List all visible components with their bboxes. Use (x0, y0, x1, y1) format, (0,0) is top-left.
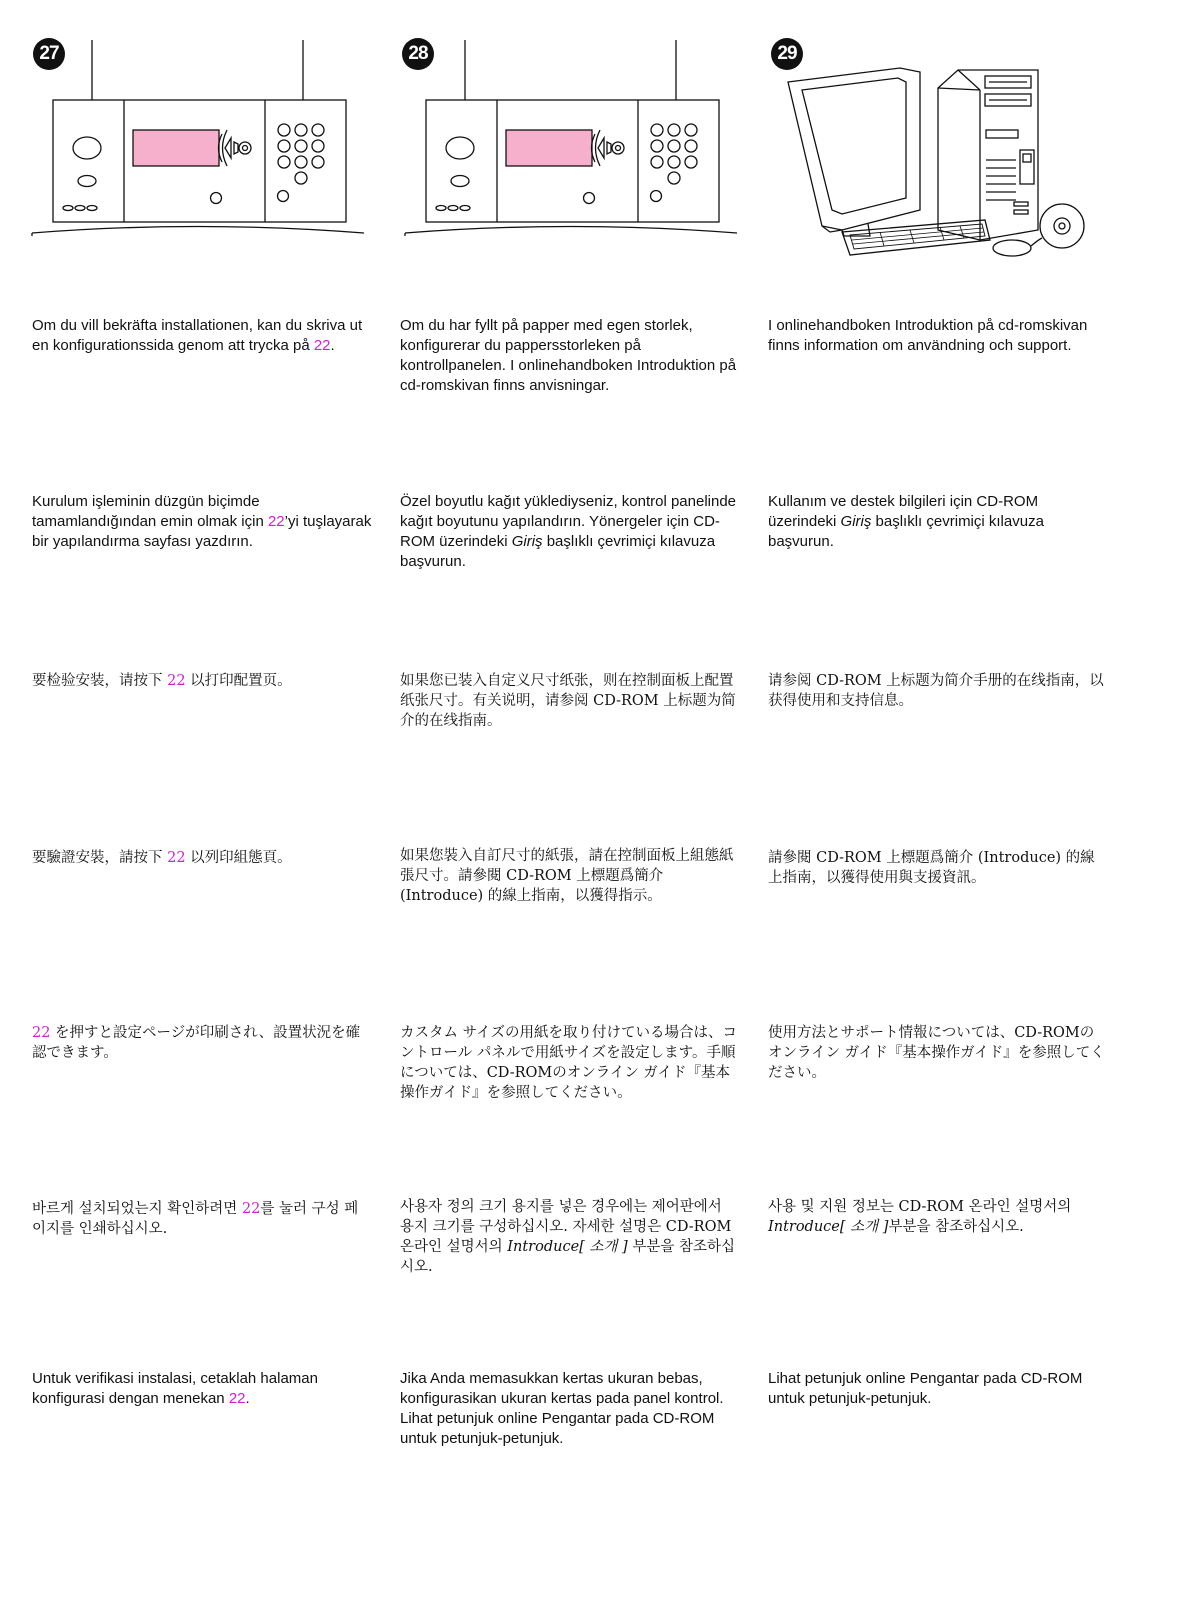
ja-step-28-text: カスタム サイズの用紙を取り付けている場合は、コントロール パネルで用紙サイズを設定します。手順については、CD-ROMのオンライン ガイド『基本操作ガイド』を参照してください。 (400, 1025, 737, 1101)
id-step-27-text: Untuk verifikasi instalasi, cetaklah halaman konfigurasi dengan menekan 22. (32, 1370, 318, 1407)
sv-step-27-text: Om du vill bekräfta installationen, kan du skriva ut en konfigurationssida genom att trycka på 22. (32, 317, 363, 354)
step-29-badge: 29 (771, 38, 803, 70)
key-22-ref: 22 (228, 1390, 246, 1407)
ja-step-27-text: 22 を押すと設定ページが印刷され、設置状況を確認できます。 (32, 1025, 361, 1061)
sv-step-28-text: Om du har fyllt på papper med egen storlek, konfigurerar du pappersstorleken på kontrollpanelen. I onlinehandboken Introduktion på cd-romskivan finns anvisningar. (400, 317, 737, 394)
key-22-ref: 22 (267, 513, 285, 530)
tr-step-27-text: Kurulum işleminin düzgün biçimde tamamlandığından emin olmak için 22’yi tuşlayarak bir yapılandırma sayfası yazdırın. (32, 493, 372, 550)
step-28-badge: 28 (402, 38, 434, 70)
printer-control-panel-icon (401, 38, 741, 250)
tr-step-28-text: Özel boyutlu kağıt yüklediyseniz, kontrol panelinde kağıt boyutunu yapılandırın. Yönergeler için CD-ROM üzerindeki Giriş başlıklı çevrimiçi kılavuza başvurun. (400, 493, 737, 570)
zh-cn-step-27-text: 要检验安装，请按下 22 以打印配置页。 (32, 673, 292, 689)
key-22-ref: 22 (313, 337, 331, 354)
zh-tw-step-28-text: 如果您裝入自訂尺寸的紙張，請在控制面板上組態紙張尺寸。請參閱 CD-ROM 上標題爲簡介 (Introduce) 的線上指南，以獲得指示。 (400, 848, 734, 904)
zh-tw-step-29-text: 請參閱 CD-ROM 上標題爲簡介 (Introduce) 的線上指南，以獲得使用與支援資訊。 (768, 850, 1095, 886)
key-22-ref: 22 (32, 1025, 51, 1041)
id-step-29-text: Lihat petunjuk online Pengantar pada CD-ROM untuk petunjuk-petunjuk. (768, 1370, 1083, 1407)
zh-cn-step-28-text: 如果您已装入自定义尺寸纸张，则在控制面板上配置纸张尺寸。有关说明，请参阅 CD-ROM 上标题为简介的在线指南。 (400, 673, 736, 729)
key-22-ref: 22 (241, 1201, 261, 1217)
printer-control-panel-icon (28, 38, 368, 250)
ko-step-28-text: 사용자 정의 크기 용지를 넣은 경우에는 제어판에서 용지 크기를 구성하십시오. 자세한 설명은 CD-ROM 온라인 설명서의 Introduce[ 소개 ] 부분을 참조하십시오. (400, 1199, 735, 1275)
tr-step-29-text: Kullanım ve destek bilgileri için CD-ROM üzerindeki Giriş başlıklı çevrimiçi kılavuza başvurun. (768, 493, 1044, 550)
ja-step-29-text: 使用方法とサポート情報については、CD-ROMのオンライン ガイド『基本操作ガイド』を参照してください。 (768, 1025, 1105, 1081)
key-22-ref: 22 (167, 850, 186, 866)
sv-step-29-text: I onlinehandboken Introduktion på cd-romskivan finns information om användning och support. (768, 317, 1088, 354)
ko-step-29-text: 사용 및 지원 정보는 CD-ROM 온라인 설명서의 Introduce[ 소개 ]부분을 참조하십시오. (768, 1199, 1072, 1235)
zh-cn-step-29-text: 请参阅 CD-ROM 上标题为简介手册的在线指南，以获得使用和支持信息。 (768, 673, 1104, 709)
key-22-ref: 22 (167, 673, 186, 689)
computer-with-cd-icon (780, 60, 1090, 265)
step-27-badge: 27 (33, 38, 65, 70)
zh-tw-step-27-text: 要驗證安裝，請按下 22 以列印組態頁。 (32, 850, 292, 866)
ko-step-27-text: 바르게 설치되었는지 확인하려면 22를 눌러 구성 페이지를 인쇄하십시오. (32, 1201, 359, 1237)
id-step-28-text: Jika Anda memasukkan kertas ukuran bebas, konfigurasikan ukuran kertas pada panel kontrol. Lihat petunjuk online Pengantar pada CD-ROM untuk petunjuk-petunjuk. (400, 1370, 724, 1447)
